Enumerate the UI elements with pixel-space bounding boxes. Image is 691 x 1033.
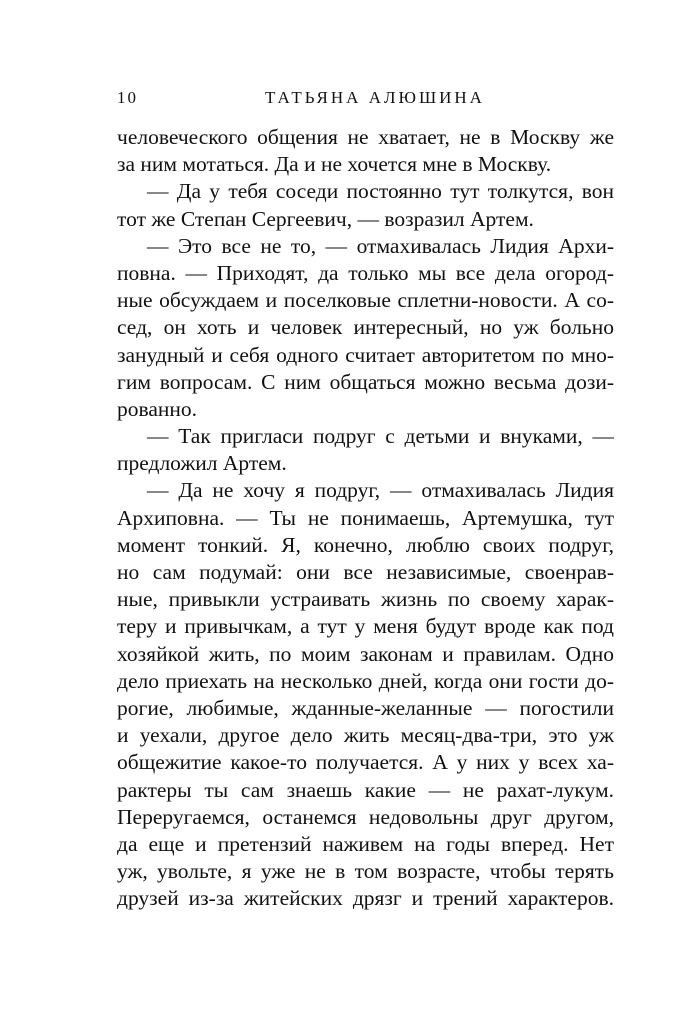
text-line: сед, он хоть и человек интересный, но уж больно <box>117 315 614 340</box>
text-line: общежитие какое-то получается. А у них у всех ха- <box>117 750 614 775</box>
text-line: да еще и претензий наживем на годы вперед. Нет <box>117 831 614 856</box>
text-line: дело приехать на несколько дней, когда они гости до- <box>117 668 614 693</box>
text-line: за ним мотаться. Да и не хочется мне в Москву. <box>117 152 552 177</box>
text-line: повна. — Приходят, да только мы все дела огород- <box>117 260 614 285</box>
body-text <box>117 124 614 912</box>
book-page <box>117 88 614 912</box>
text-line: друзей из-за житейских дрязг и трений характеров. <box>117 886 614 911</box>
text-line: теру и привычкам, а тут у меня будут вроде как под <box>117 614 614 639</box>
text-line: — Да не хочу я подруг, — отмахивалась Лидия <box>147 478 614 503</box>
text-line: Переругаемся, останемся недовольны друг другом, <box>117 804 614 829</box>
page-header <box>117 88 614 116</box>
text-line: тот же Степан Сергеевич, — возразил Артем. <box>117 206 534 231</box>
text-line: и уехали, другое дело жить месяц-два-три, это уж <box>117 723 614 748</box>
text-line: — Да у тебя соседи постоянно тут толкутся, вон <box>147 179 614 204</box>
text-line: рованно. <box>117 396 198 421</box>
text-line: — Это все не то, — отмахивалась Лидия Архи- <box>147 233 614 258</box>
text-line: Архиповна. — Ты не понимаешь, Артемушка, тут <box>117 505 614 530</box>
text-line: момент тонкий. Я, конечно, люблю своих подруг, <box>117 532 614 557</box>
text-line: гим вопросам. С ним общаться можно весьма дози- <box>117 369 614 394</box>
text-line: — Так пригласи подруг с детьми и внуками, — <box>147 424 614 449</box>
text-line: ные обсуждаем и поселковые сплетни-новости. А со- <box>117 288 614 313</box>
text-line: человеческого общения не хватает, не в Москву же <box>117 125 614 149</box>
text-line: ные, привыкли устраивать жизнь по своему харак- <box>117 587 614 612</box>
text-line: но сам подумай: они все независимые, своенрав- <box>117 560 614 584</box>
text-line: рактеры ты сам знаешь какие — не рахат-лукум. <box>117 777 614 802</box>
page-number: 10 <box>117 88 138 107</box>
text-line: предложил Артем. <box>117 451 287 476</box>
text-line: уж, увольте, я уже не в том возрасте, чтобы терять <box>117 859 614 884</box>
running-title: ТАТЬЯНА АЛЮШИНА <box>265 88 485 107</box>
text-line: занудный и себя одного считает авторитетом по мно- <box>117 342 614 367</box>
text-line: хозяйкой жить, по моим законам и правилам. Одно <box>117 641 614 666</box>
text-line: рогие, любимые, жданные-желанные — погостили <box>117 695 614 720</box>
